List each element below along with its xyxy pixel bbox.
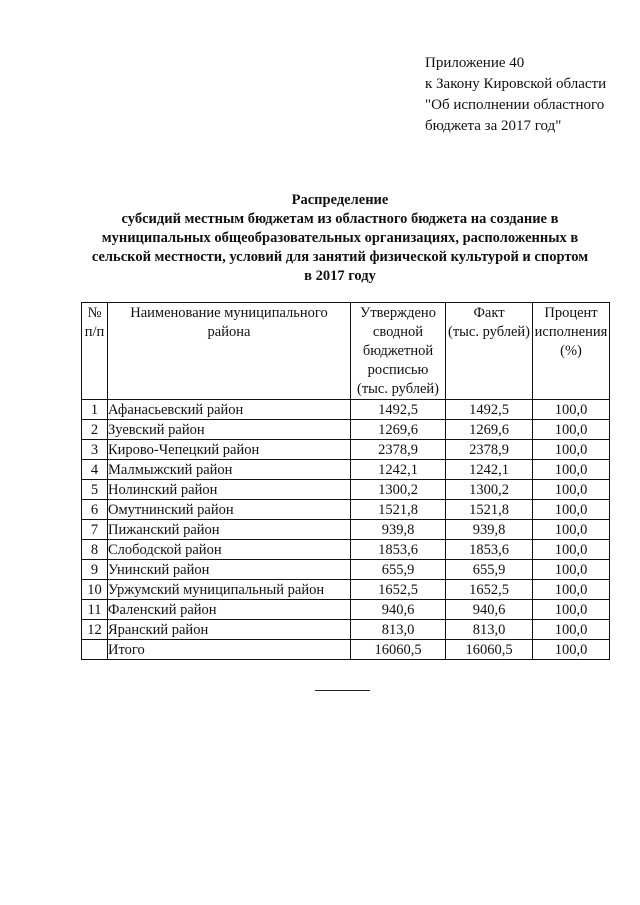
title-line: сельской местности, условий для занятий физической культурой и спортом — [91, 249, 589, 265]
header-fact-line: (тыс. рублей) — [448, 324, 530, 340]
percent-value: 100,0 — [533, 600, 610, 620]
header-percent-line: Процент — [544, 305, 598, 321]
plan-value: 1853,6 — [351, 540, 446, 560]
district-name: Слободской район — [108, 540, 351, 560]
plan-value: 2378,9 — [351, 440, 446, 460]
plan-value: 940,6 — [351, 600, 446, 620]
district-name: Пижанский район — [108, 520, 351, 540]
total-fact-value: 16060,5 — [446, 640, 533, 660]
header-fact-line: Факт — [473, 305, 505, 321]
header-plan-line: (тыс. рублей) — [357, 381, 439, 397]
district-name: Афанасьевский район — [108, 400, 351, 420]
plan-value: 655,9 — [351, 560, 446, 580]
table-row — [82, 480, 610, 500]
district-name: Унинский район — [108, 560, 351, 580]
header-plan-line: сводной — [372, 324, 424, 340]
table-row — [82, 580, 610, 600]
total-plan-value: 16060,5 — [351, 640, 446, 660]
plan-value: 939,8 — [351, 520, 446, 540]
subsidy-table — [81, 302, 610, 660]
row-number: 7 — [82, 520, 108, 540]
document-title — [70, 191, 610, 286]
header-plan-line: бюджетной — [362, 343, 434, 359]
plan-value: 1269,6 — [351, 420, 446, 440]
appendix-line: Приложение 40 — [425, 55, 525, 71]
appendix-line: к Закону Кировской области — [425, 76, 607, 92]
district-name: Фаленский район — [108, 600, 351, 620]
fact-value: 940,6 — [446, 600, 533, 620]
row-number: 2 — [82, 420, 108, 440]
row-number: 3 — [82, 440, 108, 460]
table-row — [82, 440, 610, 460]
plan-value: 813,0 — [351, 620, 446, 640]
fact-value: 1300,2 — [446, 480, 533, 500]
title-line: субсидий местным бюджетам из областного бюджета на создание в — [121, 211, 559, 227]
percent-value: 100,0 — [533, 560, 610, 580]
fact-value: 2378,9 — [446, 440, 533, 460]
header-num-line: № — [87, 305, 102, 321]
header-fact — [446, 303, 533, 400]
appendix-reference — [425, 53, 606, 137]
percent-value: 100,0 — [533, 580, 610, 600]
percent-value: 100,0 — [533, 400, 610, 420]
percent-value: 100,0 — [533, 460, 610, 480]
row-number: 8 — [82, 540, 108, 560]
table-total-row — [82, 640, 610, 660]
header-num — [82, 303, 108, 400]
fact-value: 1269,6 — [446, 420, 533, 440]
percent-value: 100,0 — [533, 420, 610, 440]
district-name: Малмыжский район — [108, 460, 351, 480]
district-name: Уржумский муниципальный район — [108, 580, 351, 600]
fact-value: 939,8 — [446, 520, 533, 540]
table-row — [82, 520, 610, 540]
plan-value: 1521,8 — [351, 500, 446, 520]
district-name: Нолинский район — [108, 480, 351, 500]
fact-value: 1652,5 — [446, 580, 533, 600]
plan-value: 1492,5 — [351, 400, 446, 420]
header-percent-line: исполнения — [534, 324, 608, 340]
percent-value: 100,0 — [533, 500, 610, 520]
table-row — [82, 460, 610, 480]
table-row — [82, 560, 610, 580]
district-name: Яранский район — [108, 620, 351, 640]
percent-value: 100,0 — [533, 520, 610, 540]
header-plan — [351, 303, 446, 400]
header-num-line: п/п — [84, 324, 105, 340]
header-percent-line: (%) — [560, 343, 582, 359]
row-number: 5 — [82, 480, 108, 500]
fact-value: 655,9 — [446, 560, 533, 580]
total-number — [82, 640, 108, 660]
row-number: 11 — [82, 600, 108, 620]
fact-value: 1242,1 — [446, 460, 533, 480]
row-number: 10 — [82, 580, 108, 600]
plan-value: 1242,1 — [351, 460, 446, 480]
row-number: 1 — [82, 400, 108, 420]
percent-value: 100,0 — [533, 440, 610, 460]
fact-value: 813,0 — [446, 620, 533, 640]
table-row — [82, 420, 610, 440]
header-plan-line: росписью — [367, 362, 429, 378]
header-percent — [533, 303, 610, 400]
header-plan-line: Утверждено — [360, 305, 436, 321]
appendix-line: "Об исполнении областного — [425, 97, 605, 113]
table-row — [82, 540, 610, 560]
percent-value: 100,0 — [533, 620, 610, 640]
title-line: Распределение — [291, 192, 389, 208]
total-percent-value: 100,0 — [533, 640, 610, 660]
district-name: Зуевский район — [108, 420, 351, 440]
fact-value: 1521,8 — [446, 500, 533, 520]
row-number: 4 — [82, 460, 108, 480]
percent-value: 100,0 — [533, 480, 610, 500]
row-number: 9 — [82, 560, 108, 580]
table-header-row — [82, 303, 610, 400]
title-line: в 2017 году — [304, 268, 376, 284]
appendix-line: бюджета за 2017 год" — [425, 118, 562, 134]
table-row — [82, 500, 610, 520]
fact-value: 1492,5 — [446, 400, 533, 420]
district-name: Омутнинский район — [108, 500, 351, 520]
fact-value: 1853,6 — [446, 540, 533, 560]
row-number: 6 — [82, 500, 108, 520]
header-name: Наименование муниципального района — [108, 303, 351, 400]
percent-value: 100,0 — [533, 540, 610, 560]
table-row — [82, 400, 610, 420]
title-line: муниципальных общеобразовательных организациях, расположенных в — [101, 230, 579, 246]
closing-rule — [315, 690, 370, 691]
total-label: Итого — [108, 640, 351, 660]
table-row — [82, 620, 610, 640]
table-row — [82, 600, 610, 620]
plan-value: 1652,5 — [351, 580, 446, 600]
district-name: Кирово-Чепецкий район — [108, 440, 351, 460]
row-number: 12 — [82, 620, 108, 640]
plan-value: 1300,2 — [351, 480, 446, 500]
